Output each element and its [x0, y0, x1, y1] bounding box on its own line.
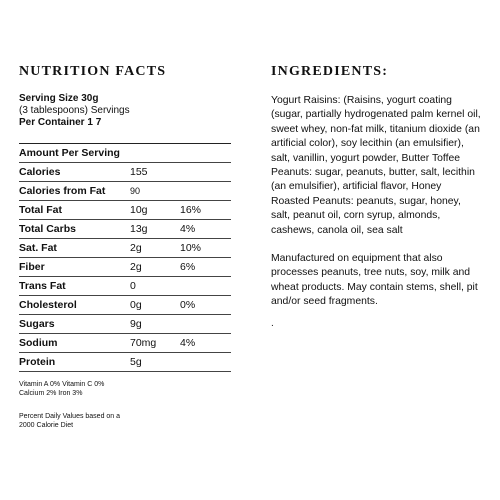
vitamins-block — [19, 380, 231, 398]
nutrient-daily-value: 4% — [180, 337, 196, 349]
nutrient-amount: 10g — [130, 204, 148, 216]
serving-size: Serving Size 30g — [19, 93, 99, 104]
nutrient-label: Sugars — [19, 318, 55, 330]
nutrition-row — [19, 315, 231, 334]
nutrition-row — [19, 296, 231, 315]
nutrition-row — [19, 334, 231, 353]
ingredients-text: Yogurt Raisins: (Raisins, yogurt coating (sugar, partially hydrogenated palm kernel oil, sweet whey, non-fat milk, titanium dioxide (an artificial color), soy lecithin (an emulsifier), salt, vanillin, yogurt powder, Butter Toffee Peanuts: sugar, peanuts, butter, salt, lecithin (an emulsifier), artificial flavor, Honey Roasted Peanuts: peanuts, sugar, honey, salt, peanut oil, corn syrup, almonds, cashews, canola oil, sea salt — [271, 95, 481, 236]
nutrient-daily-value: 10% — [180, 242, 202, 254]
amount-per-serving-label: Amount Per Serving — [19, 147, 120, 159]
trailing-mark: . — [271, 317, 274, 329]
nutrient-amount: 13g — [130, 223, 148, 235]
nutrient-label: Cholesterol — [19, 299, 77, 311]
nutrition-row — [19, 353, 231, 372]
nutrient-amount: 90 — [130, 186, 141, 196]
nutrition-row — [19, 220, 231, 239]
nutrient-label: Protein — [19, 356, 56, 368]
nutrition-row — [19, 201, 231, 220]
allergen-statement: Manufactured on equipment that also processes peanuts, tree nuts, soy, milk and wheat products. May contain stems, shell, pit and/or seed fragments. — [271, 253, 478, 308]
nutrient-label: Trans Fat — [19, 280, 66, 292]
nutrient-amount: 0 — [130, 280, 136, 292]
vitamins-line: Vitamin A 0% Vitamin C 0% — [19, 381, 105, 388]
nutrition-facts-title: NUTRITION FACTS — [19, 64, 167, 79]
nutrient-daily-value: 4% — [180, 223, 196, 235]
nutrient-amount: 2g — [130, 242, 142, 254]
nutrition-row — [19, 182, 231, 201]
nutrient-amount: 0g — [130, 299, 142, 311]
ingredients-title: INGREDIENTS: — [271, 64, 389, 79]
nutrient-amount: 2g — [130, 261, 142, 273]
nutrient-label: Total Fat — [19, 204, 62, 216]
nutrient-daily-value: 0% — [180, 299, 196, 311]
nutrient-amount: 9g — [130, 318, 142, 330]
nutrient-label: Total Carbs — [19, 223, 76, 235]
nutrition-row — [19, 277, 231, 296]
nutrition-row — [19, 163, 231, 182]
daily-value-note-line2: 2000 Calorie Diet — [19, 422, 74, 429]
daily-value-note — [19, 412, 231, 430]
nutrient-label: Calories — [19, 166, 61, 178]
nutrition-row — [19, 258, 231, 277]
ingredients-panel — [271, 64, 481, 330]
nutrition-header-row — [19, 144, 231, 163]
servings-per-container: Per Container 1 7 — [19, 117, 102, 128]
nutrient-label: Sat. Fat — [19, 242, 57, 254]
nutrient-label: Fiber — [19, 261, 45, 273]
nutrition-facts-panel — [19, 64, 231, 430]
nutrient-amount: 155 — [130, 166, 148, 178]
nutrient-amount: 5g — [130, 356, 142, 368]
nutrient-label: Sodium — [19, 337, 58, 349]
nutrient-daily-value: 16% — [180, 204, 202, 216]
serving-sub: (3 tablespoons) Servings — [19, 105, 130, 116]
nutrition-row — [19, 239, 231, 258]
nutrition-table — [19, 143, 231, 372]
minerals-line: Calcium 2% Iron 3% — [19, 390, 83, 397]
nutrient-daily-value: 6% — [180, 261, 196, 273]
nutrient-amount: 70mg — [130, 337, 157, 349]
nutrient-label: Calories from Fat — [19, 185, 106, 197]
daily-value-note-line1: Percent Daily Values based on a — [19, 413, 121, 420]
